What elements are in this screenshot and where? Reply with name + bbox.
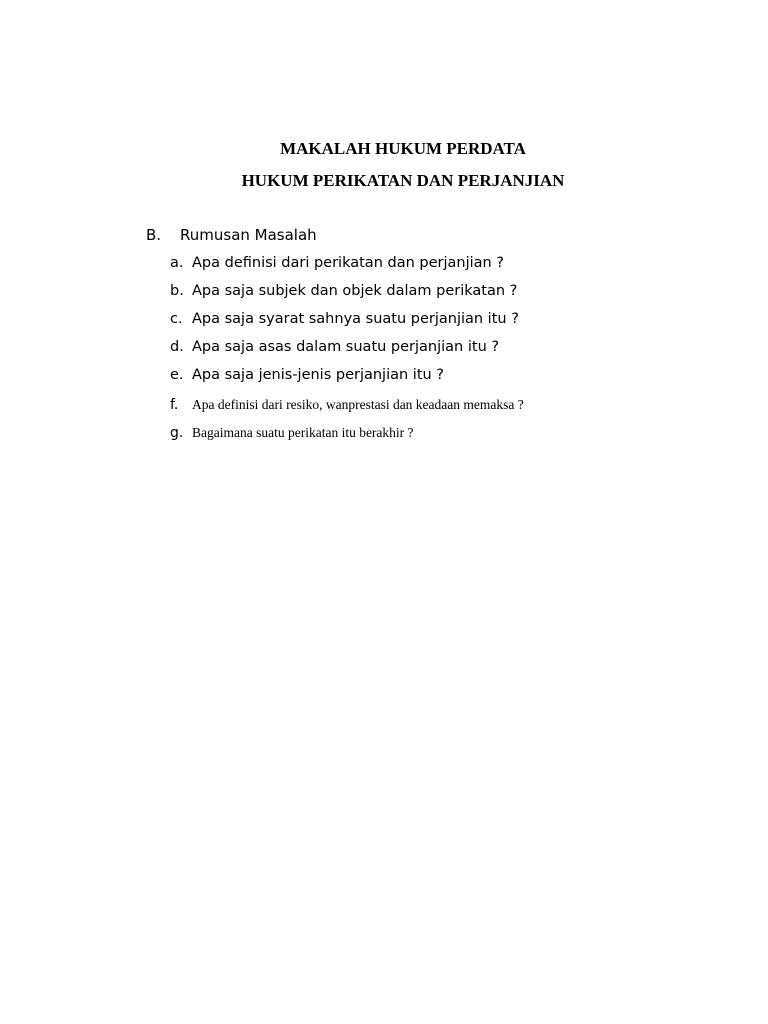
list-item: [170, 367, 444, 383]
list-item-text: Apa saja subjek dan objek dalam perikatan ?: [192, 283, 518, 299]
list-marker: f.: [170, 397, 179, 413]
section-title: Rumusan Masalah: [180, 226, 317, 244]
list-item: [170, 424, 414, 442]
document-title: MAKALAH HUKUM PERDATA: [280, 139, 526, 158]
list-item: [170, 311, 519, 327]
document-subtitle: HUKUM PERIKATAN DAN PERJANJIAN: [241, 171, 565, 190]
section-heading: [146, 226, 317, 244]
list-item: [170, 283, 517, 299]
list-marker: b.: [170, 283, 184, 299]
list-item-text: Bagaimana suatu perikatan itu berakhir ?: [192, 425, 414, 440]
list-item: [170, 339, 499, 355]
list-item-text: Apa saja asas dalam suatu perjanjian itu ?: [192, 339, 500, 355]
list-item: [170, 396, 524, 414]
list-item-text: Apa saja syarat sahnya suatu perjanjian itu ?: [192, 311, 519, 327]
list-item-text: Apa definisi dari resiko, wanprestasi dan keadaan memaksa ?: [192, 397, 524, 412]
list-marker: c.: [170, 311, 183, 327]
list-item-text: Apa definisi dari perikatan dan perjanjian ?: [192, 255, 505, 271]
section-letter: B.: [146, 226, 162, 244]
list-marker: a.: [170, 255, 184, 271]
list-marker: e.: [170, 367, 184, 383]
list-item: [170, 255, 504, 271]
list-marker: d.: [170, 339, 184, 355]
list-marker: g.: [170, 425, 184, 441]
list-item-text: Apa saja jenis-jenis perjanjian itu ?: [192, 367, 445, 383]
